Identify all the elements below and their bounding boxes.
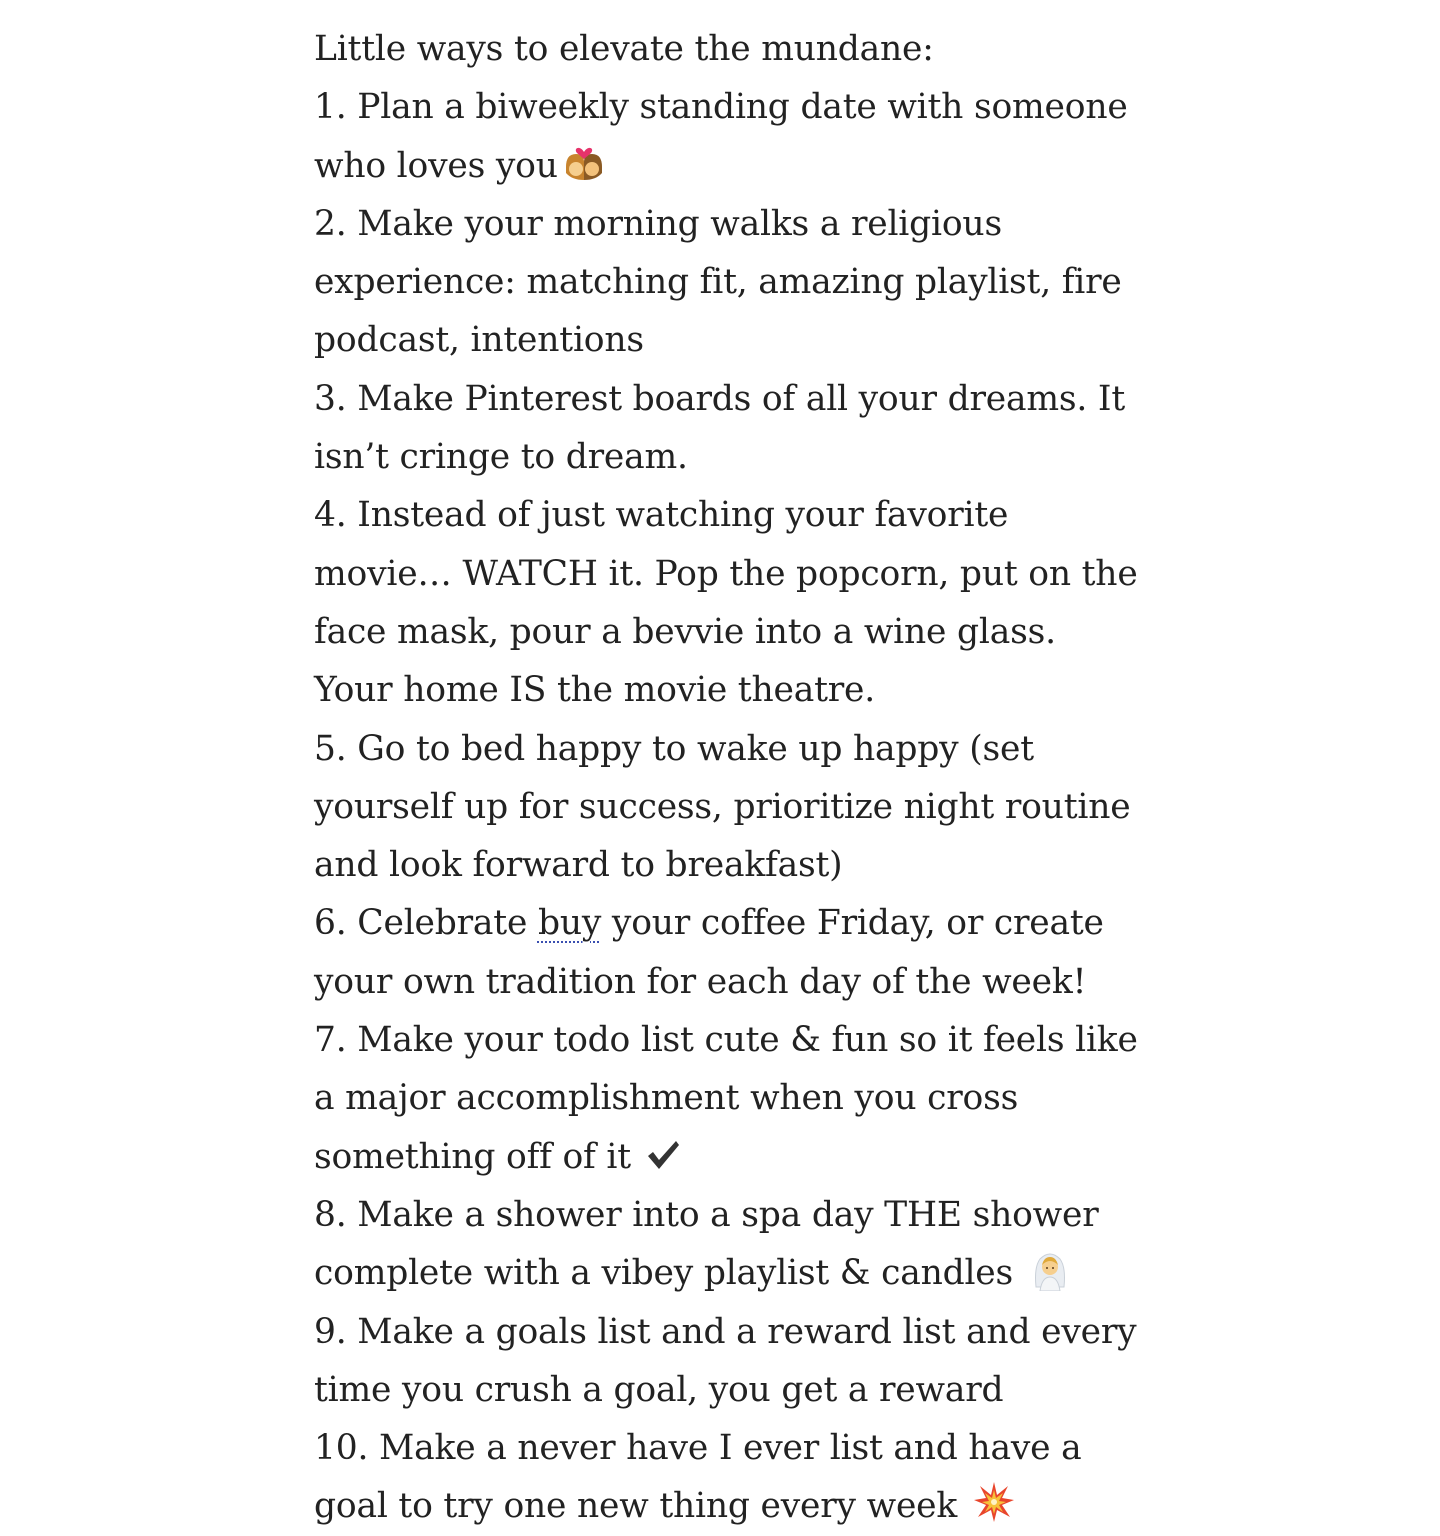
check-mark-icon — [644, 1136, 682, 1174]
list-item-5: 5. Go to bed happy to wake up happy (set yourself up for success, prioritize night routine and look forward to breakfast) — [314, 728, 1131, 886]
woman-with-veil-icon — [1028, 1247, 1072, 1291]
list-item-7-text: 7. Make your todo list cute & fun so it feels like a major accomplishment when you cross something off of it — [314, 1020, 1138, 1177]
kiss-emoji-icon — [562, 140, 606, 184]
spelling-suggestion-word[interactable]: buy — [537, 903, 602, 944]
list-item-10 — [314, 1419, 1144, 1536]
list-item-1 — [314, 78, 1144, 195]
list-item-6 — [314, 894, 1144, 1011]
list-item-6-text-before: 6. Celebrate — [314, 903, 538, 944]
list-item-8 — [314, 1186, 1144, 1303]
list-item-6-text-after: your coffee Friday, or create your own tradition for each day of the week! — [314, 903, 1104, 1002]
list-item-8-text: 8. Make a shower into a spa day THE shower complete with a vibey playlist & candles — [314, 1194, 1099, 1294]
list-item-2: 2. Make your morning walks a religious experience: matching fit, amazing playlist, fire podcast, intentions — [314, 203, 1122, 361]
list-item-4: 4. Instead of just watching your favorite movie… WATCH it. Pop the popcorn, put on the face mask, pour a bevvie into a wine glass. Your home IS the movie theatre. — [314, 495, 1138, 711]
list-item-3: 3. Make Pinterest boards of all your dreams. It isn’t cringe to dream. — [314, 378, 1125, 478]
list-item-7 — [314, 1011, 1144, 1186]
collision-emoji-icon — [972, 1480, 1016, 1524]
document-body — [314, 20, 1144, 1536]
list-item-1-text: 1. Plan a biweekly standing date with someone who loves you — [314, 87, 1128, 186]
list-item-10-text: 10. Make a never have I ever list and have a goal to try one new thing every week — [314, 1428, 1082, 1527]
list-item-9: 9. Make a goals list and a reward list and every time you crush a goal, you get a reward — [314, 1311, 1137, 1410]
list-title: Little ways to elevate the mundane: — [314, 29, 934, 69]
